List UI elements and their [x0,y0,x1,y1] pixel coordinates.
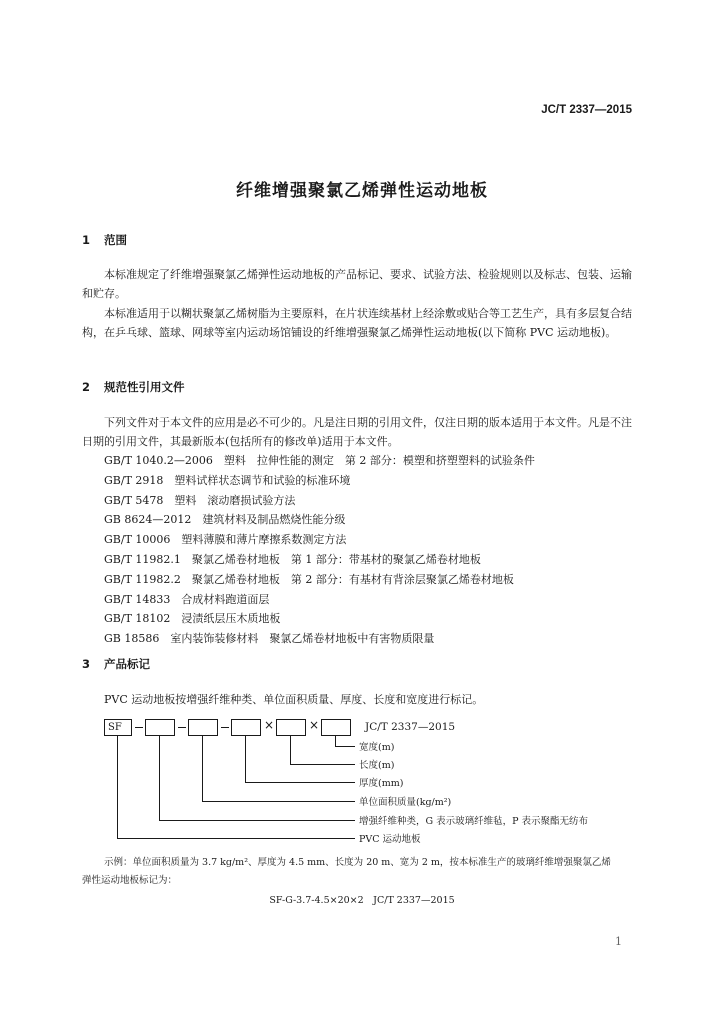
reference-item: GB/T 11982.1 聚氯乙烯卷材地板 第 1 部分：带基材的聚氯乙烯卷材地板 [104,552,481,566]
leader-line [159,736,160,821]
label-fiber-type: 增强纤维种类，G 表示玻璃纤维毡，P 表示聚酯无纺布 [359,816,589,827]
example-line-1: 示例：单位面积质量为 3.7 kg/m²、厚度为 4.5 mm、长度为 20 m、宽为 2 m，按本标准生产的玻璃纤维增强聚氯乙烯 [104,857,611,868]
times-sign: × [264,718,275,732]
reference-item: GB 8624—2012 建筑材料及制品燃烧性能分级 [104,513,346,527]
section-2-heading [82,379,185,395]
reference-item: GB/T 11982.2 聚氯乙烯卷材地板 第 2 部分：有基材有背涂层聚氯乙烯卷材地板 [104,572,514,586]
section-title: 产品标记 [104,657,150,671]
scope-paragraph-1: 本标准规定了纤维增强聚氯乙烯弹性运动地板的产品标记、要求、试验方法、检验规则以及标志、包装、运输和贮存。 [82,268,632,300]
reference-list [104,451,535,649]
reference-item: GB/T 14833 合成材料跑道面层 [104,592,270,606]
label-width: 宽度(m) [359,742,395,753]
references-intro: 下列文件对于本文件的应用是必不可少的。凡是注日期的引用文件，仅注日期的版本适用于本文件。凡是不注日期的引用文件，其最新版本(包括所有的修改单)适用于本文件。 [82,416,632,448]
label-thickness: 厚度(mm) [359,778,404,789]
reference-item: GB/T 10006 塑料薄膜和薄片摩擦系数测定方法 [104,533,347,547]
leader-line [335,746,355,747]
section-number: 3 [82,657,91,671]
separator-dash [178,727,186,728]
leader-line [117,838,355,839]
section-3-heading [82,656,150,672]
times-sign: × [309,718,320,732]
width-box [321,719,351,736]
leader-line [117,736,118,839]
page-number: 1 [615,935,622,948]
leader-line [290,736,291,765]
thickness-box [231,719,261,736]
marking-intro: PVC 运动地板按增强纤维种类、单位面积质量、厚度、长度和宽度进行标记。 [104,693,484,706]
leader-line [202,801,355,802]
document-title: 纤维增强聚氯乙烯弹性运动地板 [236,181,488,201]
standard-code-header: JC/T 2337—2015 [541,104,632,116]
scope-paragraph-2: 本标准适用于以糊状聚氯乙烯树脂为主要原料，在片状连续基材上经涂敷或贴合等工艺生产，具有多层复合结构，在乒乓球、篮球、网球等室内运动场馆铺设的纤维增强聚氯乙烯弹性运动地板(以下简称 PVC 运动地板)。 [82,307,632,339]
label-length: 长度(m) [359,760,395,771]
reference-item: GB/T 18102 浸渍纸层压木质地板 [104,612,281,626]
prefix-box: SF [104,719,132,736]
leader-line [202,736,203,802]
fiber-type-box [145,719,175,736]
section-number: 1 [82,233,91,247]
separator-dash [221,727,229,728]
standard-reference: JC/T 2337—2015 [365,721,456,733]
section-title: 规范性引用文件 [104,380,185,394]
label-pvc-floor: PVC 运动地板 [359,834,421,845]
reference-item: GB 18586 室内装饰装修材料 聚氯乙烯卷材地板中有害物质限量 [104,632,435,646]
leader-line [290,764,355,765]
reference-item: GB/T 5478 塑料 滚动磨损试验方法 [104,493,296,507]
section-number: 2 [82,380,91,394]
leader-line [245,782,355,783]
example-line-2: 弹性运动地板标记为： [82,875,178,886]
reference-item: GB/T 1040.2—2006 塑料 拉伸性能的测定 第 2 部分：模塑和挤塑塑料的试验条件 [104,454,535,467]
section-title: 范围 [104,233,127,247]
length-box [276,719,306,736]
leader-line [245,736,246,783]
separator-dash [135,727,143,728]
example-mark: SF-G-3.7-4.5×20×2 JC/T 2337—2015 [269,895,455,906]
reference-item: GB/T 2918 塑料试样状态调节和试验的标准环境 [104,473,351,487]
label-unit-mass: 单位面积质量(kg/m²) [359,797,452,808]
unit-mass-box [188,719,218,736]
section-1-heading [82,232,127,248]
leader-line [159,820,355,821]
